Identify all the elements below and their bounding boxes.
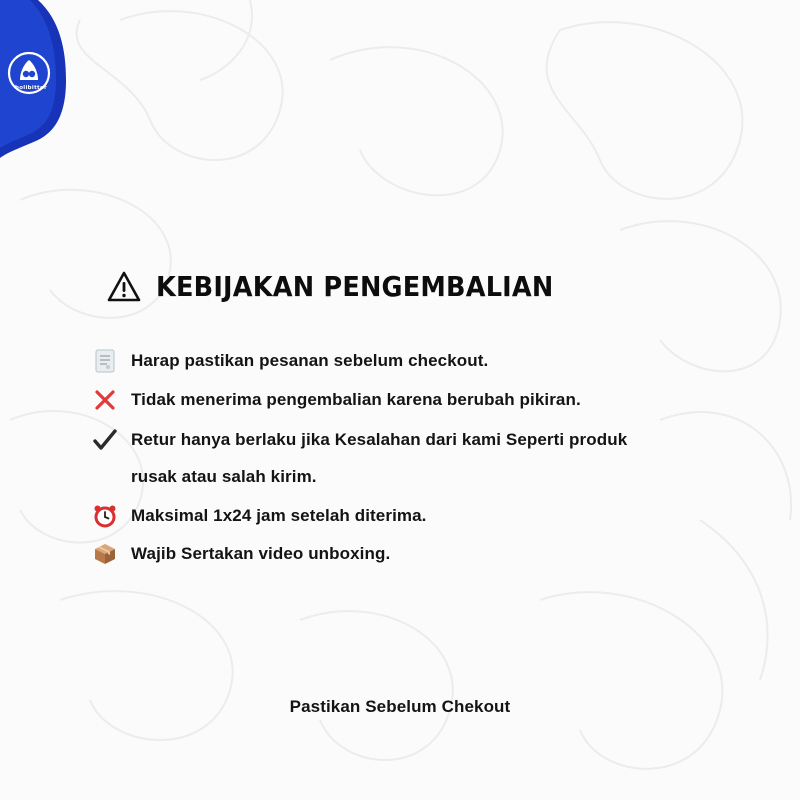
page-title: KEBIJAKAN PENGEMBALIAN	[156, 271, 554, 303]
package-icon	[92, 541, 118, 567]
list-item-text: Tidak menerima pengembalian karena berubah pikiran.	[131, 390, 581, 409]
cross-mark-icon	[92, 387, 118, 413]
check-mark-icon	[92, 427, 118, 453]
list-item-text-continued: rusak atau salah kirim.	[131, 467, 317, 486]
brand-logo-text: bolibitter	[14, 85, 47, 91]
receipt-icon	[92, 348, 118, 374]
list-item	[92, 348, 488, 379]
list-item-text: Wajib Sertakan video unboxing.	[131, 544, 391, 563]
list-item	[92, 387, 581, 418]
page-header	[106, 264, 583, 310]
list-item-text: Maksimal 1x24 jam setelah diterima.	[131, 506, 427, 525]
list-item	[92, 503, 427, 534]
alarm-clock-icon	[92, 503, 118, 529]
list-item	[92, 427, 627, 495]
list-item-text: Harap pastikan pesanan sebelum checkout.	[131, 351, 489, 370]
warning-icon	[106, 270, 142, 304]
list-item	[92, 541, 390, 572]
list-item-text: Retur hanya berlaku jika Kesalahan dari kami Seperti produk	[131, 430, 628, 449]
footer-note: Pastikan Sebelum Chekout	[289, 697, 511, 716]
